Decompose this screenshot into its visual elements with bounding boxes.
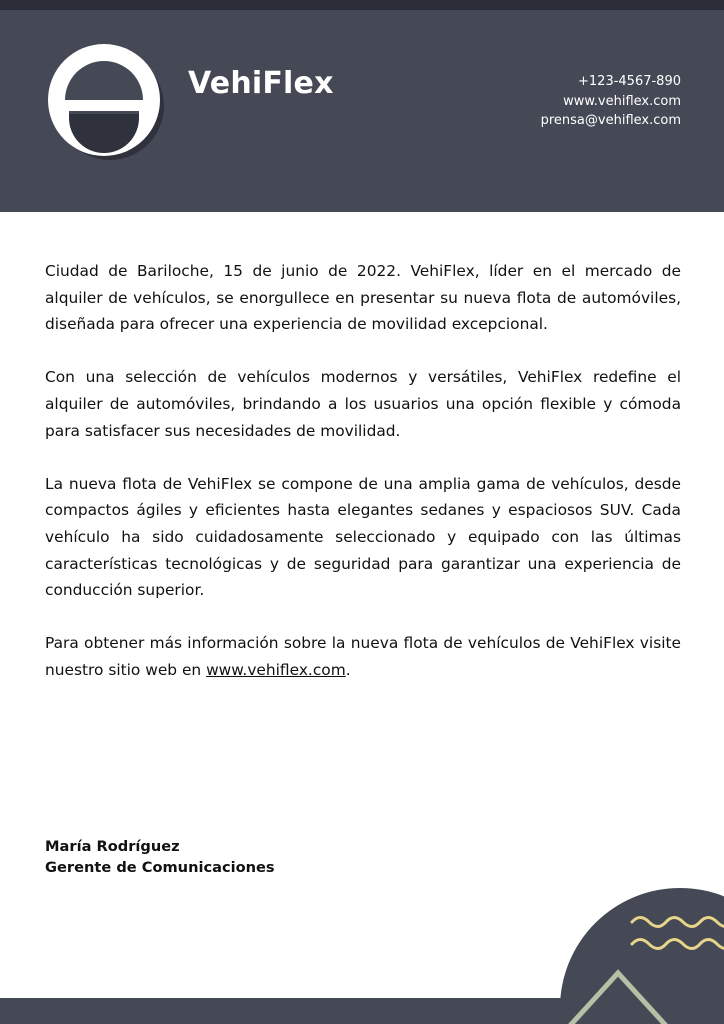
brand-name: VehiFlex bbox=[188, 66, 334, 101]
vehiflex-logo-icon bbox=[44, 44, 170, 164]
footer-bar bbox=[0, 998, 724, 1024]
paragraph-intro: Ciudad de Bariloche, 15 de junio de 2022. VehiFlex, líder en el mercado de alquiler de vehículos, se enorgullece en presentar su nueva flota de automóviles, diseñada para ofrecer una experiencia de movilidad excepcional. bbox=[45, 262, 681, 334]
paragraph-closing bbox=[45, 630, 681, 683]
contact-phone[interactable]: +123-4567-890 bbox=[578, 74, 681, 89]
contact-block bbox=[541, 72, 681, 131]
closing-text: Para obtener más información sobre la nueva flota de vehículos de VehiFlex visite nuestro sitio web en bbox=[45, 634, 681, 679]
paragraph-fleet: La nueva flota de VehiFlex se compone de una amplia gama de vehículos, desde compactos ágiles y eficientes hasta elegantes sedanes y espaciosos SUV. Cada vehículo ha sido cuidadosamente seleccionado y equipado con las últimas características tecnológicas y de seguridad para garantizar una experiencia de conducción superior. bbox=[45, 474, 681, 600]
press-release-body bbox=[45, 258, 681, 710]
website-link[interactable]: www.vehiflex.com bbox=[206, 660, 346, 679]
contact-email[interactable]: prensa@vehiflex.com bbox=[540, 113, 681, 128]
contact-website[interactable]: www.vehiflex.com bbox=[563, 93, 681, 109]
closing-period: . bbox=[345, 660, 351, 679]
signer-title: Gerente de Comunicaciones bbox=[45, 859, 275, 876]
paragraph-selection: Con una selección de vehículos modernos y versátiles, VehiFlex redefine el alquiler de automóviles, brindando a los usuarios una opción flexible y cómoda para satisfacer sus necesidades de movilidad. bbox=[45, 368, 681, 440]
footer-decoration bbox=[0, 860, 724, 1024]
signer-name: María Rodríguez bbox=[45, 838, 180, 855]
top-bar bbox=[0, 0, 724, 10]
